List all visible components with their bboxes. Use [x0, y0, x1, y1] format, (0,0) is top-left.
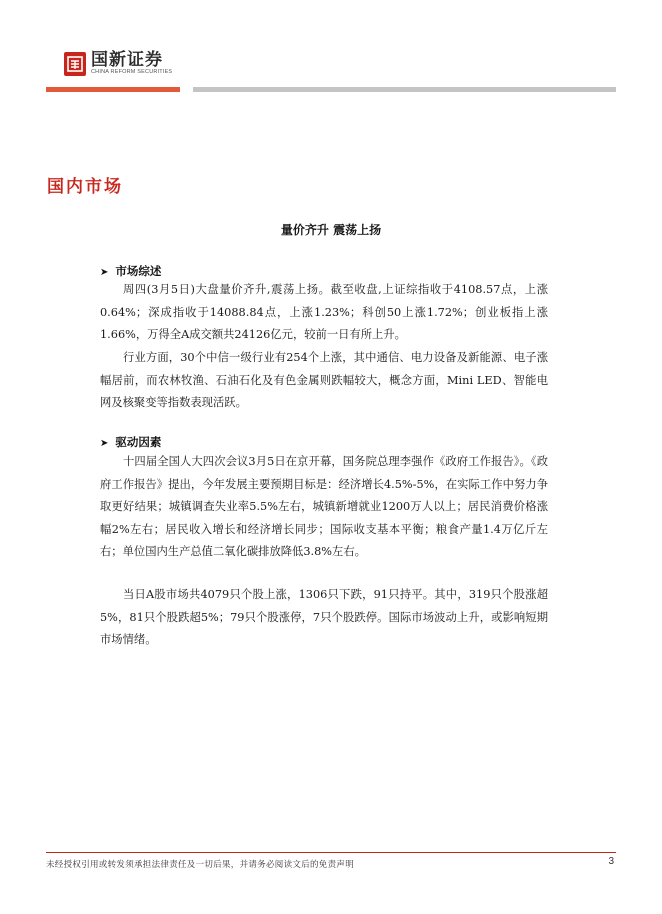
logo-chinese-name: 国新证券 — [91, 50, 163, 70]
logo-english-name: CHINA REFORM SECURITIES — [91, 69, 173, 75]
market-overview-heading — [100, 263, 161, 279]
market-overview-paragraph: 周四(3月5日)大盘量价齐升,震荡上扬。截至收盘,上证综指收于4108.57点，上涨0.64%；深成指收于14088.84点，上涨1.23%；科创50上涨1.72%；创业板指上涨1.66%，万得全A成交额共24126亿元，较前一日有所上升。 — [100, 283, 548, 341]
footer-disclaimer: 未经授权引用或转发须承担法律责任及一切后果，并请务必阅读文后的免责声明 — [46, 860, 355, 870]
article-headline: 量价齐升 震荡上扬 — [280, 223, 382, 237]
bullet-arrow-icon: ➤ — [100, 267, 109, 278]
bullet-arrow-icon: ➤ — [100, 438, 109, 449]
header-divider-bar — [193, 87, 616, 92]
stock-breadth-paragraph: 当日A股市场共4079只个股上涨，1306只下跌，91只持平。其中，319只个股涨超5%，81只个股跌超5%；79只个股涨停，7只个股跌停。国际市场波动上升，或影响短期市场情绪。 — [100, 588, 548, 646]
company-logo — [64, 51, 172, 76]
section-title: 国内市场 — [47, 177, 123, 197]
market-overview-heading-text: 市场综述 — [115, 264, 162, 278]
page-number: 3 — [608, 856, 614, 867]
header-accent-bar — [46, 87, 180, 92]
industry-paragraph: 行业方面，30个中信一级行业有254个上涨，其中通信、电力设备及新能源、电子涨幅居前，而农林牧渔、石油石化及有色金属则跌幅较大，概念方面，Mini LED、智能电网及核聚变等指数表现活跃。 — [100, 351, 548, 409]
policy-paragraph: 十四届全国人大四次会议3月5日在京开幕，国务院总理李强作《政府工作报告》。《政府工作报告》提出，今年发展主要预期目标是：经济增长4.5%-5%，在实际工作中努力争取更好结果；城镇调查失业率5.5%左右，城镇新增就业1200万人以上；居民消费价格涨幅2%左右；居民收入增长和经济增长同步；国际收支基本平衡；粮食产量1.4万亿斤左右；单位国内生产总值二氧化碳排放降低3.8%左右。 — [100, 455, 548, 558]
footer-divider — [46, 852, 616, 853]
drivers-heading-text: 驱动因素 — [115, 435, 162, 449]
drivers-heading — [100, 434, 161, 450]
logo-emblem-icon — [64, 52, 86, 76]
